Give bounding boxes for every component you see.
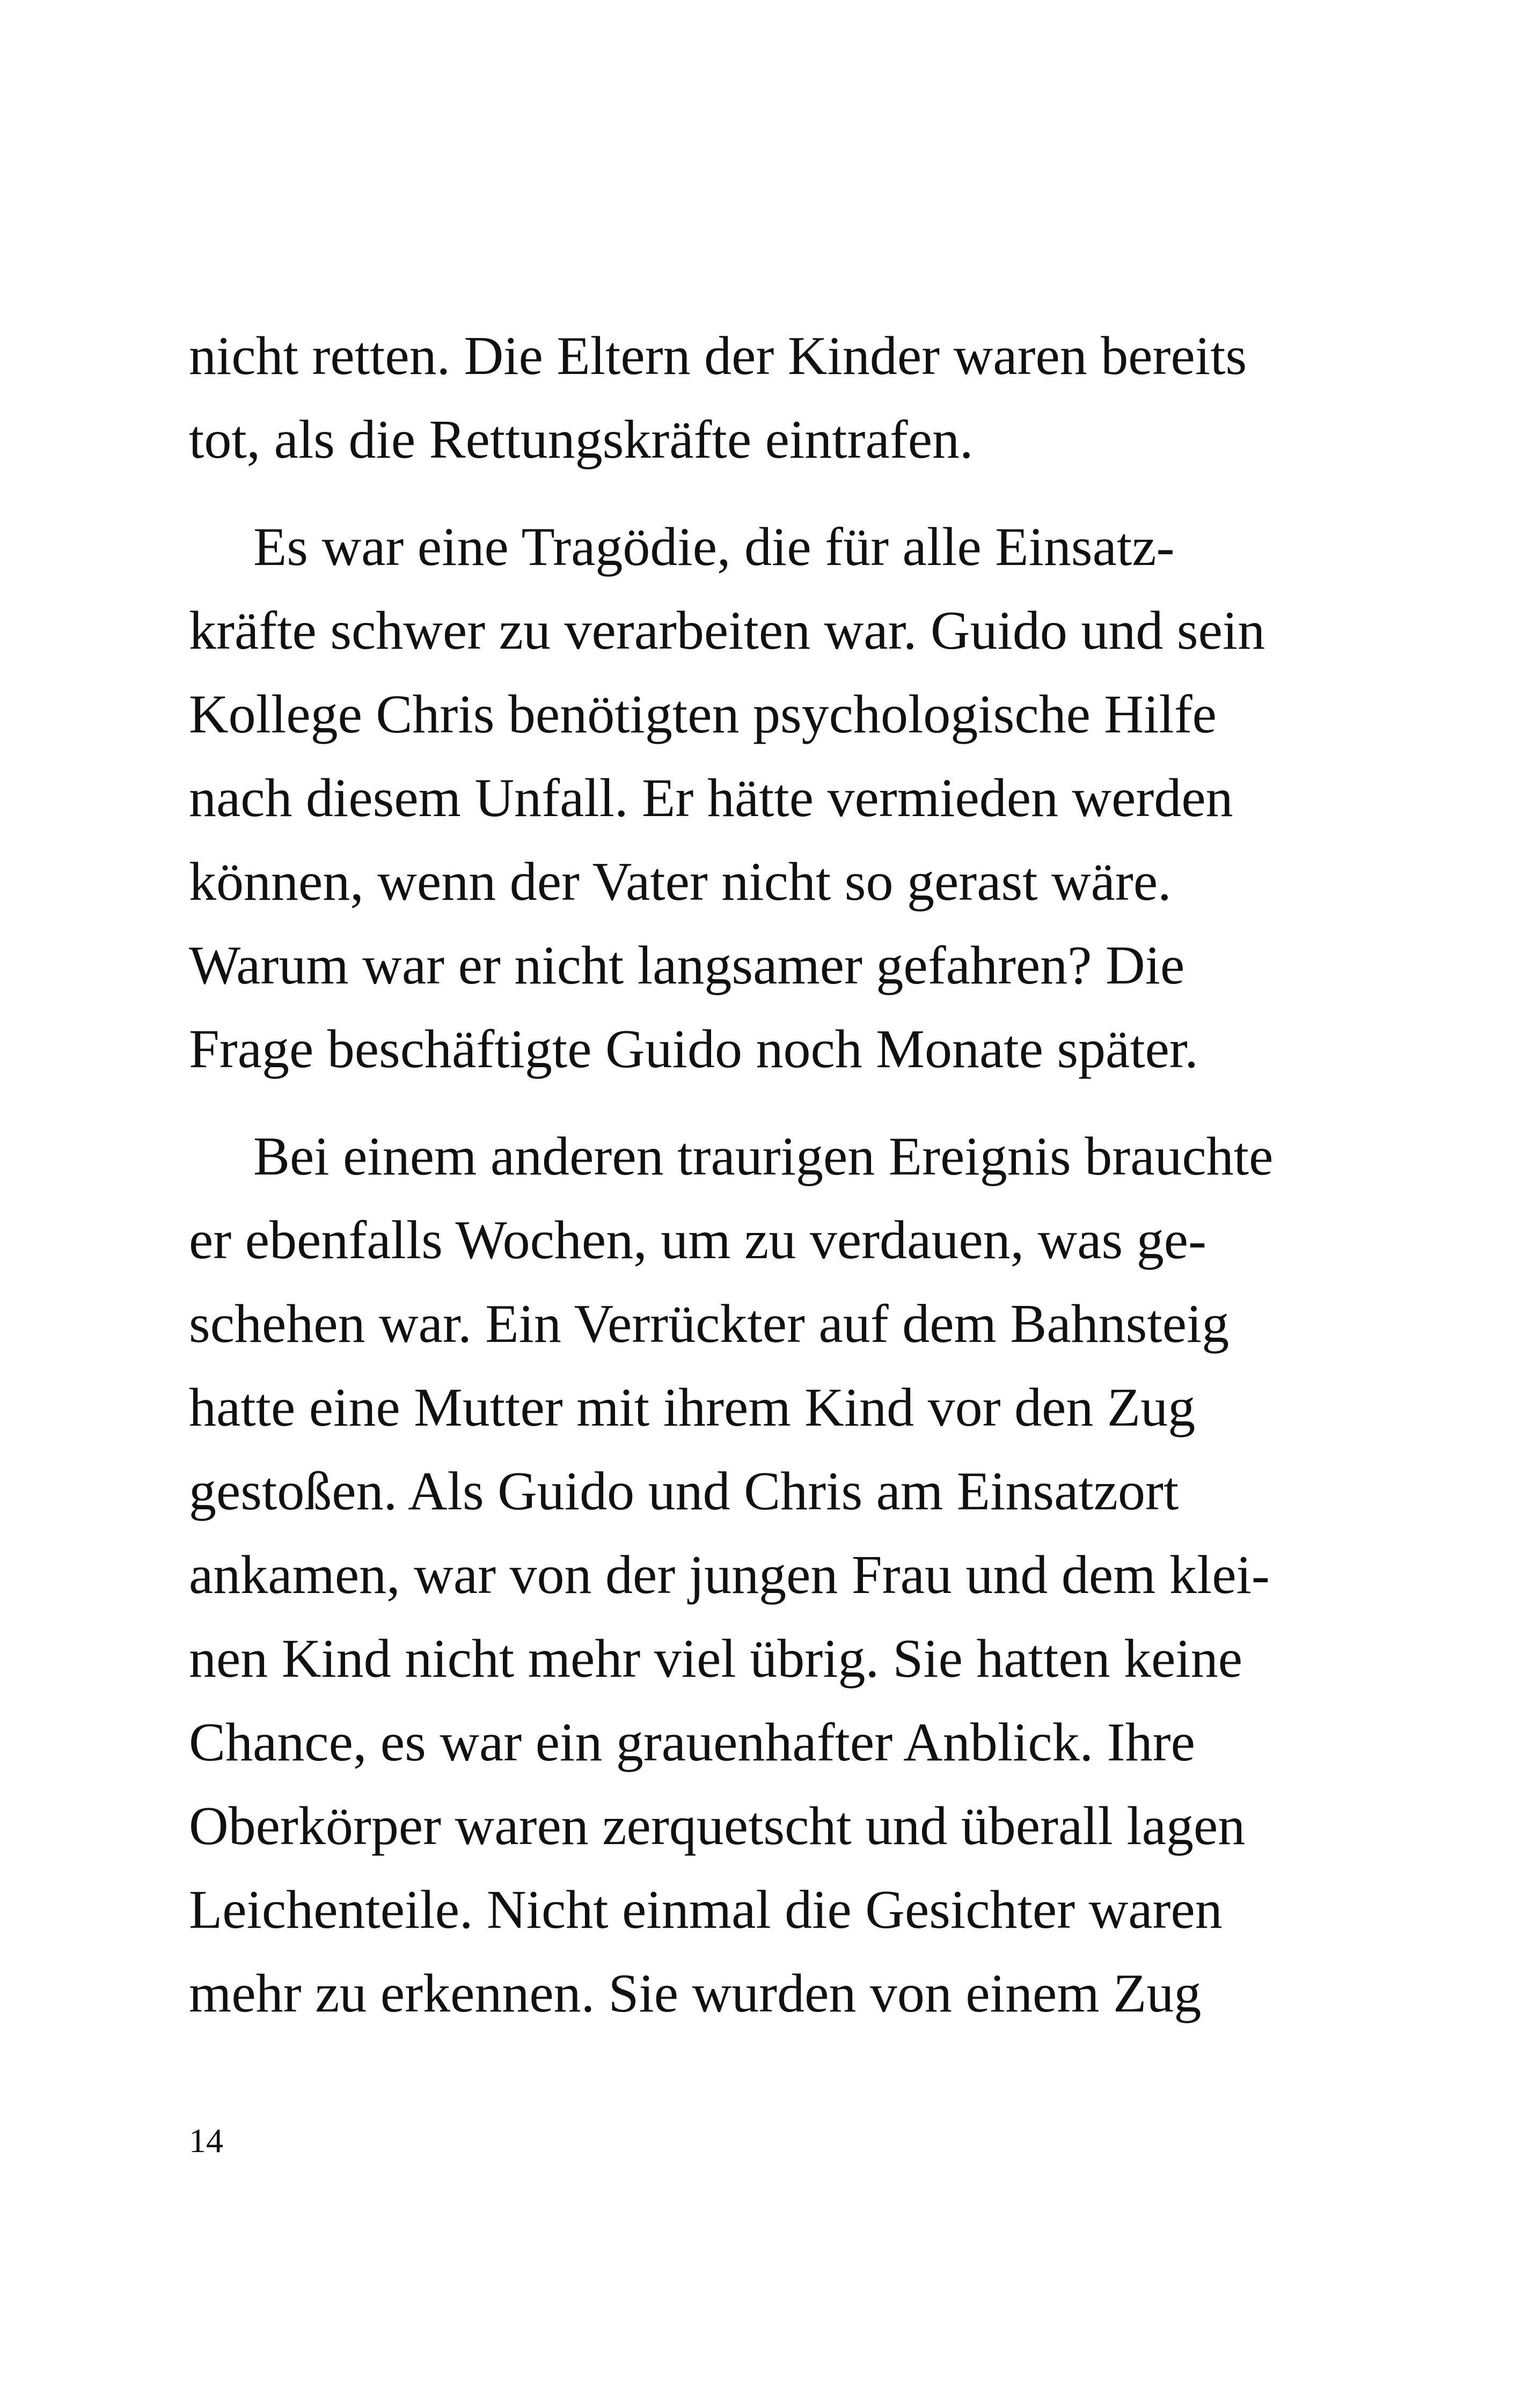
body-text <box>189 314 1337 2036</box>
text-line: schehen war. Ein Verrückter auf dem Bahnsteig <box>189 1294 1230 1354</box>
text-line: nen Kind nicht mehr viel übrig. Sie hatten keine <box>189 1628 1243 1689</box>
text-line: Bei einem anderen traurigen Ereignis brauchte <box>253 1126 1274 1187</box>
text-line: Es war eine Tragödie, die für alle Einsatz- <box>253 517 1175 577</box>
text-line: nach diesem Unfall. Er hätte vermieden werden <box>189 768 1233 828</box>
text-line: Oberkörper waren zerquetscht und überall lagen <box>189 1796 1246 1856</box>
text-line: gestoßen. Als Guido und Chris am Einsatzort <box>189 1461 1179 1522</box>
text-line: mehr zu erkennen. Sie wurden von einem Zug <box>189 1963 1202 2024</box>
text-line: Chance, es war ein grauenhafter Anblick. Ihre <box>189 1712 1195 1773</box>
text-line: ankamen, war von der jungen Frau und dem klei- <box>189 1545 1270 1605</box>
paragraph-1 <box>189 314 1337 482</box>
text-line: Kollege Chris benötigten psychologische Hilfe <box>189 684 1217 745</box>
text-line: hatte eine Mutter mit ihrem Kind vor den Zug <box>189 1377 1196 1438</box>
text-line: Leichenteile. Nicht einmal die Gesichter waren <box>189 1880 1223 1940</box>
page-number: 14 <box>189 2121 223 2160</box>
text-line: tot, als die Rettungskräfte eintrafen. <box>189 409 974 470</box>
text-line: kräfte schwer zu verarbeiten war. Guido und sein <box>189 600 1265 661</box>
paragraph-2 <box>189 505 1337 1091</box>
text-line: er ebenfalls Wochen, um zu verdauen, was ge- <box>189 1210 1206 1271</box>
paragraph-3 <box>189 1115 1337 2036</box>
text-line: Frage beschäftigte Guido noch Monate später. <box>189 1019 1198 1080</box>
text-line: nicht retten. Die Eltern der Kinder waren bereits <box>189 326 1247 386</box>
text-line: Warum war er nicht langsamer gefahren? Die <box>189 935 1185 996</box>
text-line: können, wenn der Vater nicht so gerast wäre. <box>189 851 1172 912</box>
